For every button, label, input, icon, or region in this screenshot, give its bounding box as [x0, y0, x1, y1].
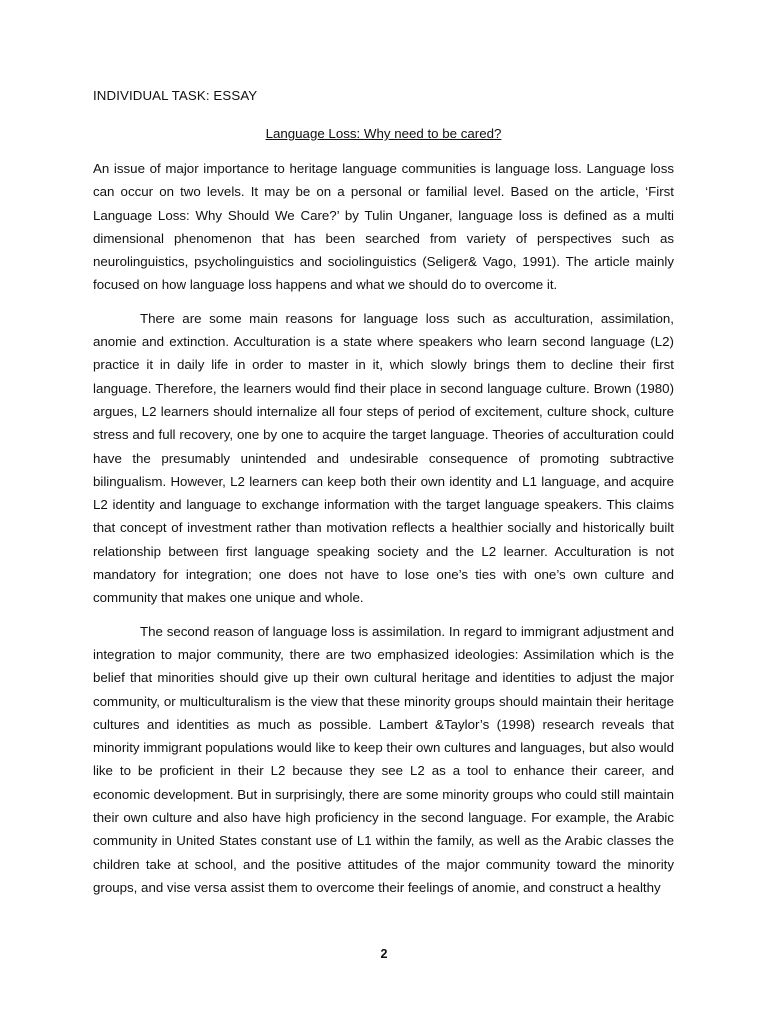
paragraph-acculturation: There are some main reasons for language loss such as acculturation, assimilation, anomie and extinction. Acculturation is a state where speakers who learn second language (L2) practice it in daily life in order to master in it, which slowly brings them to decline their first language. Therefore, the learners would find their place in second language culture. Brown (1980) argues, L2 learners should internalize all four steps of period of excitement, culture shock, culture stress and full recovery, one by one to acquire the target language. Theories of acculturation could have the presumably unintended and undesirable consequence of promoting subtractive bilingualism. However, L2 learners can keep both their own identity and L1 language, and acquire L2 identity and language to exchange information with the target language speakers. This claims that concept of investment rather than motivation reflects a healthier socially and historically built relationship between first language speaking society and the L2 learner. Acculturation is not mandatory for integration; one does not have to lose one’s ties with one’s own culture and community that makes one unique and whole.	[93, 310, 674, 606]
document-body	[93, 87, 674, 899]
document-heading: INDIVIDUAL TASK: ESSAY	[93, 88, 258, 103]
paragraph-assimilation: The second reason of language loss is assimilation. In regard to immigrant adjustment and integration to major community, there are two emphasized ideologies: Assimilation which is the belief that minorities should give up their own cultural heritage and identities to adjust the major community, or multiculturalism is the view that these minority groups should maintain their heritage cultures and identities as much as possible. Lambert &Taylor’s (1998) research reveals that minority immigrant populations would like to keep their own cultures and languages, but also would like to be proficient in their L2 because they see L2 as a tool to enhance their career, and economic development. But in surprisingly, there are some minority groups who could still maintain their own culture and also have high proficiency in the second language. For example, the Arabic community in United States constant use of L1 within the family, as well as the Arabic classes the children take at school, and the positive attitudes of the major community toward the minority groups, and vise versa assist them to overcome their feelings of anomie, and construct a healthy	[93, 623, 674, 895]
page-number: 2	[380, 947, 388, 961]
essay-title: Language Loss: Why need to be cared?	[265, 126, 502, 141]
paragraph-intro: An issue of major importance to heritage language communities is language loss. Language loss can occur on two levels. It may be on a personal or familial level. Based on the article, ‘First Language Loss: Why Should We Care?’ by Tulin Unganer, language loss is defined as a multi dimensional phenomenon that has been searched from variety of perspectives such as neurolinguistics, psycholinguistics and sociolinguistics (Seliger& Vago, 1991). The article mainly focused on how language loss happens and what we should do to overcome it.	[93, 161, 674, 293]
